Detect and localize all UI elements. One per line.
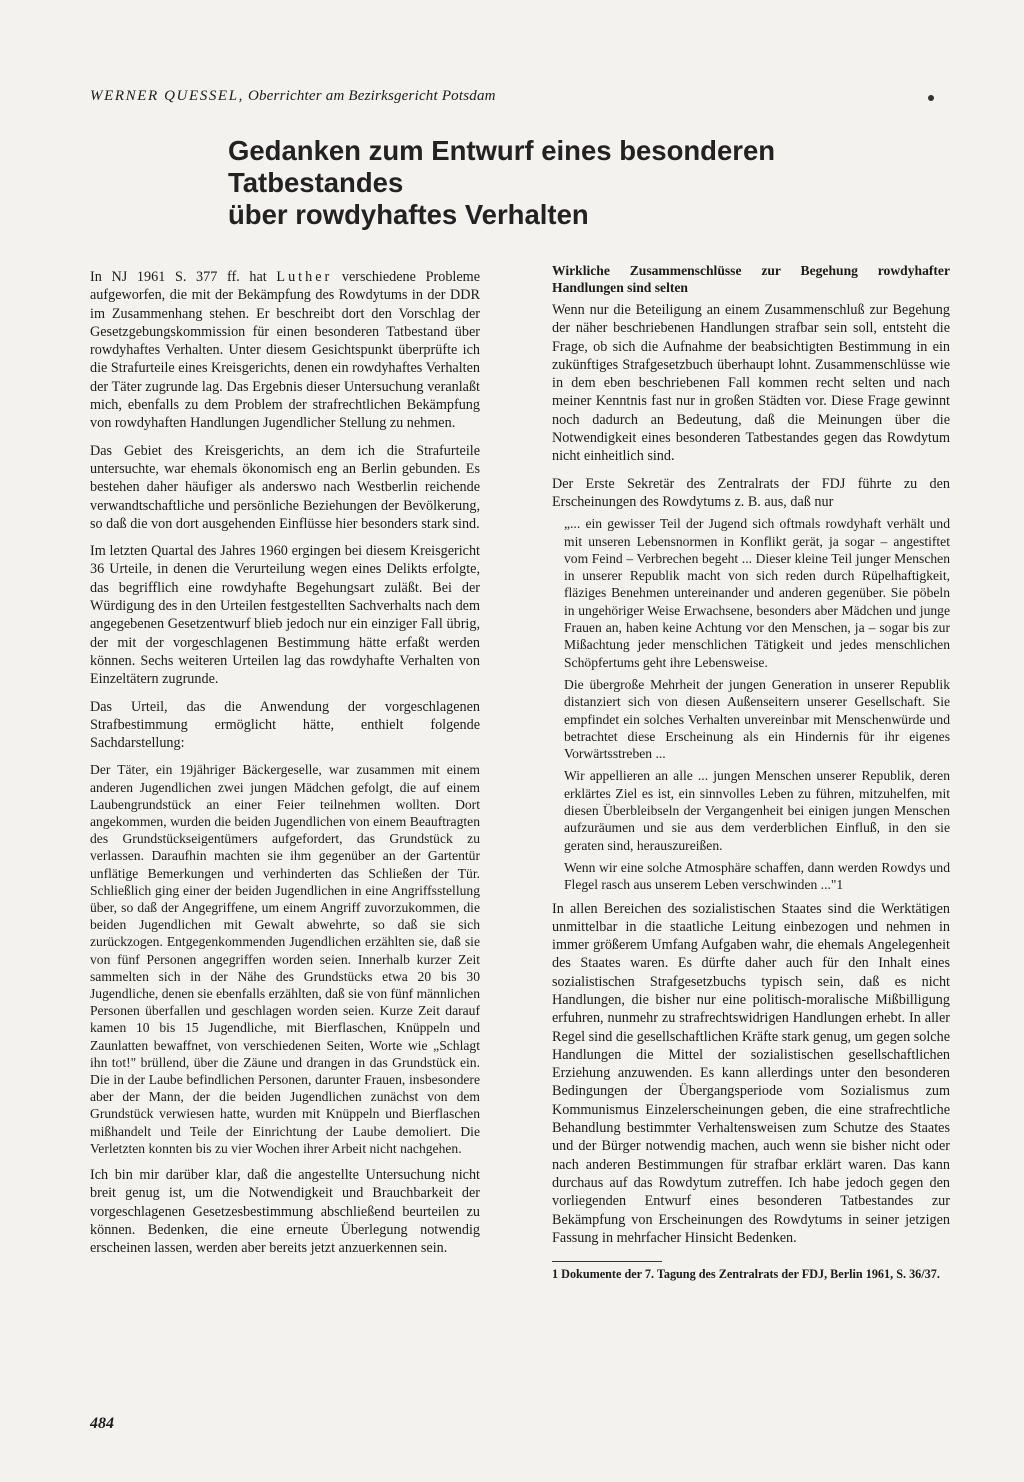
paragraph: Wenn nur die Beteiligung an einem Zusammenschluß zur Begehung der näher beschriebenen Handlungen strafbar sein soll, entsteht die Frage, ob sich die Aufnahme der beabsichtigten Bestimmung in ein zukünftiges Strafgesetzbuch überhaupt lohnt. Zusammenschlüsse wie in dem eben beschriebenen Fall kommen recht selten und nach meiner Kenntnis fast nur in großen Städten vor. Diese Frage gewinnt noch dadurch an Bedeutung, daß die Meinungen über die Notwendigkeit eines besonderen Tatbestandes gegen das Rowdytum nicht einheitlich sind. <box>552 302 950 465</box>
title-line-1: Gedanken zum Entwurf eines besonderen Tatbestandes <box>228 135 776 198</box>
right-column <box>552 262 950 1282</box>
left-column <box>90 268 480 1267</box>
paragraph: Im letzten Quartal des Jahres 1960 ergingen bei diesem Kreisgericht 36 Urteile, in denen die Verurteilung wegen eines Delikts erfolgte, das begrifflich eine rowdyhafte Begehungsart zuläßt. Bei der Würdigung des in den Urteilen festgestellten Sachverhalts nach dem angegebenen Gesetzentwurf blieb jedoch nur ein einziger Fall übrig, der mit der vorgeschlagenen Bestimmung hätte erfaßt werden können. Sechs weiteren Urteilen lag das rowdyhafte Verhalten von Einzeltätern zugrunde. <box>90 543 480 688</box>
paragraph: Das Gebiet des Kreisgerichts, an dem ich die Strafurteile untersuchte, war ehemals ökonomisch eng an Berlin gebunden. Es bestehen daher häufiger als anderswo nach Westberlin reichende verwandtschaftliche und persönliche Beziehungen der Bevölkerung, so daß die von dort ausgehenden Einflüsse hier besonders stark sind. <box>90 442 480 532</box>
paragraph: Der Erste Sekretär des Zentralrats der FDJ führte zu den Erscheinungen des Rowdytums z. B. aus, daß nur <box>552 475 950 510</box>
block-quote: „... ein gewisser Teil der Jugend sich oftmals rowdyhaft verhält und mit unseren Lebensnormen in Konflikt gerät, ja sogar – angestiftet vom Feind – Verbrechen begeht ... Dieser kleine Teil junger Menschen in unserer Republik macht von sich reden durch Rüpelhaftigkeit, fläziges Benehmen untereinander und anderen gegenüber. Sie pöbeln in ungehöriger Weise Erwachsene, besonders aber Mädchen und junge Frauen an, haben keine Achtung vor den Menschen, ja – sogar bis zur Mißachtung jeder menschlichen Tätigkeit und jedes menschlichen Schöpfertums geht ihre Lebensweise. <box>564 516 950 670</box>
author-position: Oberrichter am Bezirksgericht Potsdam <box>247 88 496 104</box>
footnote-divider <box>552 1261 662 1262</box>
print-speck <box>928 95 934 101</box>
footnote: 1 Dokumente der 7. Tagung des Zentralrats der FDJ, Berlin 1961, S. 36/37. <box>552 1267 940 1282</box>
author-byline <box>90 88 910 105</box>
paragraph: In allen Bereichen des sozialistischen Staates sind die Werktätigen unmittelbar in die staatliche Leitung einbezogen und nehmen in immer größerem Umfang Aufgaben wahr, die ehemals Angelegenheit des Staates waren. Es dürfte daher auch für den Inhalt eines sozialistischen Strafgesetzbuchs typisch sein, daß es nicht Handlungen, die bisher nur eine politisch-moralische Mißbilligung erfuhren, nunmehr zu strafrechtswidrigen Handlungen erhebt. In aller Regel sind die gesellschaftlichen Kräfte stark genug, um gegen solche Handlungen die Mittel der sozialistischen gesellschaftlichen Erziehung anzuwenden. Es kann allerdings unter den besonderen Bedingungen der Übergangsperiode vom Sozialismus zum Kommunismus Einzelerscheinungen geben, die eine strafrechtliche Behandlung bestimmter Verhaltensweisen zum Schutze des Staates und der Bürger notwendig machen, auch wenn sie bisher nicht oder nach anderen Bestimmungen für strafbar erklärt waren. Das kann durchaus auf das Rowdytum zutreffen. Ich habe jedoch gegen den vorliegenden Entwurf eines besonderen Tatbestandes zur Bekämpfung von Erscheinungen des Rowdytums in seiner jetzigen Fassung in mehrfacher Hinsicht Bedenken. <box>552 900 950 1246</box>
article-title <box>228 135 948 231</box>
section-heading: Wirkliche Zusammenschlüsse zur Begehung rowdyhafter Handlungen sind selten <box>552 263 950 295</box>
block-quote: Wir appellieren an alle ... jungen Menschen unserer Republik, deren erklärtes Ziel es ist, ein sinnvolles Leben zu führen, mitzuhelfen, mit diesen Überbleibseln der Vergangenheit bei einigen jungen Menschen aufzuräumen und sie aus dem verderblichen Einfluß, in den sie geraten sind, herauszureißen. <box>564 768 950 853</box>
page-number: 484 <box>90 1415 114 1432</box>
text-run: In NJ 1961 S. 377 ff. hat <box>90 269 277 285</box>
text-run: verschiedene Probleme aufgeworfen, die mit der Bekämpfung des Rowdytums in der DDR im Zusammenhang stehen. Er beschreibt dort den Vorschlag der Gesetzgebungskommission für einen besonderen Tatbestand über rowdyhaftes Verhalten. Unter diesem Gesichtspunkt überprüfte ich die Strafurteile eines Kreisgerichts, denen ein rowdyhaftes Verhalten der Täter zugrunde lag. Das Ergebnis dieser Untersuchung veranlaßt mich, ebenfalls zu dem Problem der strafrechtlichen Bekämpfung von rowdyhaften Handlungen Jugendlicher Stellung zu nehmen. <box>90 269 480 432</box>
cited-author: Luther <box>276 269 333 285</box>
author-name: WERNER QUESSEL, <box>90 88 244 104</box>
block-quote: Wenn wir eine solche Atmosphäre schaffen, dann werden Rowdys und Flegel rasch aus unserem Leben verschwinden ..."1 <box>564 859 950 893</box>
title-line-2: über rowdyhaftes Verhalten <box>228 199 589 230</box>
paragraph <box>90 268 480 433</box>
paragraph: Das Urteil, das die Anwendung der vorgeschlagenen Strafbestimmung ermöglicht hätte, enthielt folgende Sachdarstellung: <box>90 698 480 752</box>
paragraph: Ich bin mir darüber klar, daß die angestellte Untersuchung nicht breit genug ist, um die Notwendigkeit und Brauchbarkeit der vorgeschlagenen Gesetzesbestimmung abschließend beurteilen zu können. Bedenken, die eine erneute Überlegung notwendig erscheinen lassen, werden aber bereits jetzt anzuerkennen sein. <box>90 1167 480 1257</box>
block-quote: Die übergroße Mehrheit der jungen Generation in unserer Republik distanziert sich von diesen Außenseitern unserer Gesellschaft. Sie empfindet ein solches Verhalten unvereinbar mit Menschenwürde und betrachtet diese Erscheinung als ein Hindernis für ihr eigenes Vorwärtsstreben ... <box>564 676 950 762</box>
case-description: Der Täter, ein 19jähriger Bäckergeselle, war zusammen mit einem anderen Jugendlichen zwei jungen Mädchen gefolgt, die auf einem Laubengrundstück an einer Feier teilnehmen wollten. Dort angekommen, wurden die beiden Jugendlichen von einem Beauftragten des Grundstückseigentümers aufgefordert, das Grundstück zu verlassen. Daraufhin machten sie ihm gegenüber an der Gartentür unflätige Bemerkungen und verhinderten das Schließen der Tür. Schließlich ging einer der beiden Jugendlichen in eine Angriffsstellung über, so daß der Angegriffene, um einem Angriff zuvorzukommen, die beiden Jugendlichen mit Gewalt abwehrte, so daß sie sich zurückzogen. Entgegenkommenden Jugendlichen erzählten sie, daß sie von fünf Personen angegriffen worden seien. Innerhalb kurzer Zeit sammelten sich in der Nähe des Grundstücks etwa 20 bis 30 Jugendliche, denen sie ebenfalls erzählten, daß sie von fünf männlichen Personen überfallen und geschlagen worden seien. Kurze Zeit darauf kamen 10 bis 15 Jugendliche, mit Bierflaschen, Knüppeln und Zaunlatten bewaffnet, von verschiedenen Seiten, Worte wie „Schlagt ihn tot!" brüllend, über die Zäune und drangen in das Grundstück ein. Die in der Laube befindlichen Personen, darunter Frauen, insbesondere aber der Mann, der die beiden Jugendlichen zunächst von dem Grundstück verwiesen hatte, wurden mit Knüppeln und Bierflaschen mißhandelt und Teile der Einrichtung der Laube demoliert. Die Verletzten konnten bis zu vier Wochen ihrer Arbeit nicht nachgehen. <box>90 762 480 1156</box>
